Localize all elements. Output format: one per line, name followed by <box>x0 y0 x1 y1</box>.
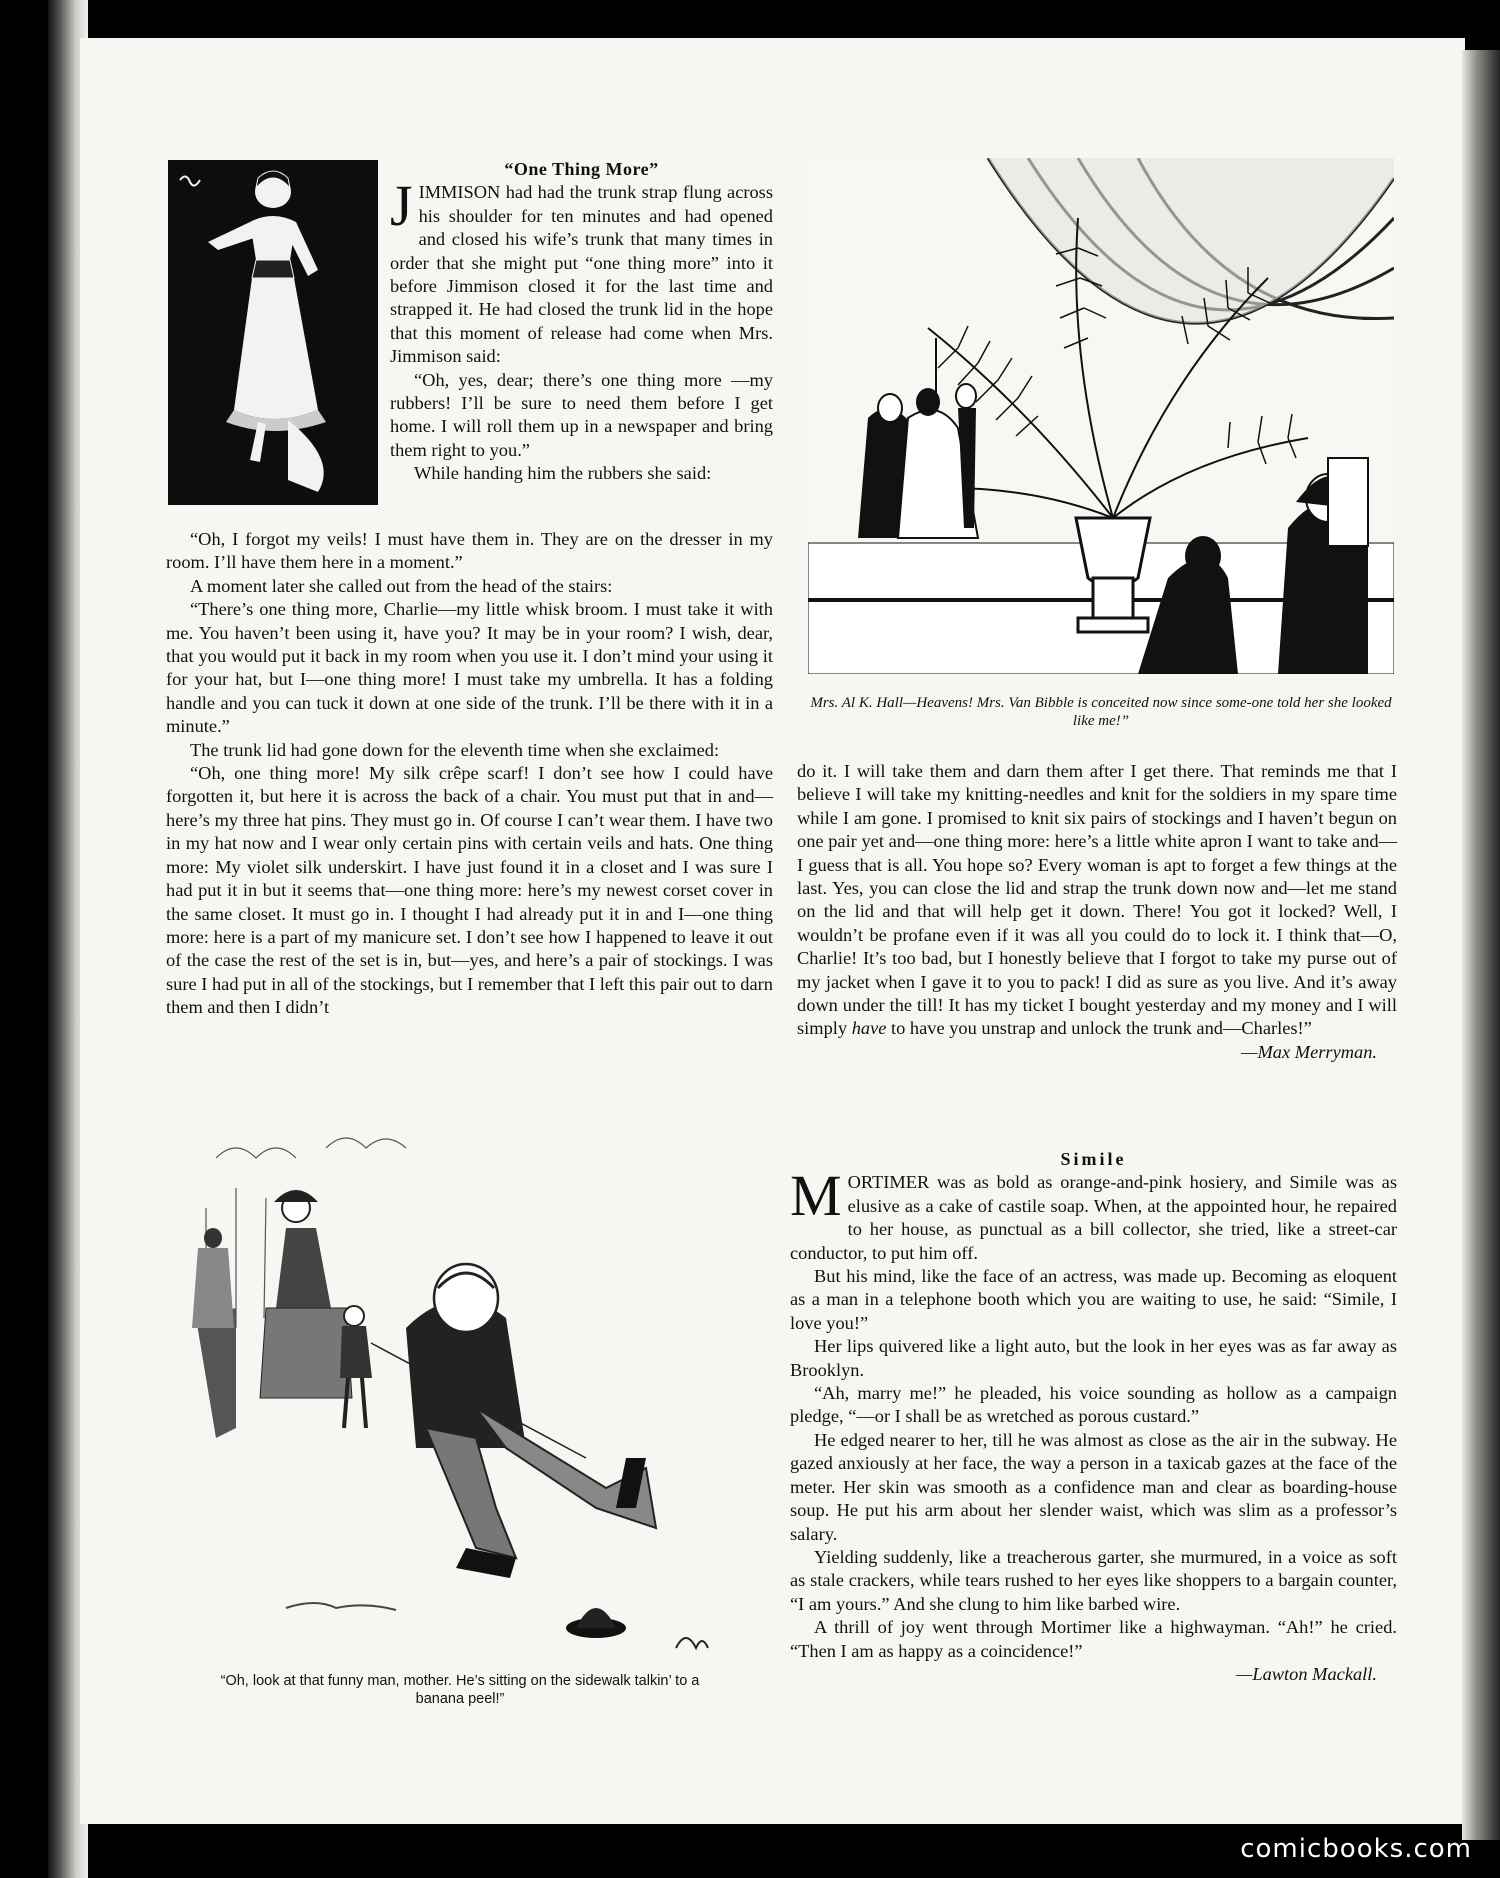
article2-paragraph: Yielding suddenly, like a treacherous garter, she murmured, in a voice as soft as stale crackers, while tears rushed to her eyes like shoppers to a bargain counter, “I am yours.” And she clung to him like barbed wire. <box>790 1546 1397 1614</box>
article1-paragraph: “Oh, I forgot my veils! I must have them in. They are on the dresser in my room. I’ll have them here in a moment.” <box>166 529 773 573</box>
parlor-cartoon-illustration <box>808 158 1394 674</box>
article2-paragraph: He edged nearer to her, till he was almost as close as the air in the subway. He gazed anxiously at her face, the way a person in a taxicab gazes at the face of the meter. Her skin was smooth as a confidence man and clear as boarding-house soup. He put his arm about her slender waist, which was slim as a professor’s salary. <box>790 1429 1397 1544</box>
article1-paragraph: While handing him the rubbers she said: <box>414 463 712 484</box>
article1-continuation: do it. I will take them and darn them after I get there. That reminds me that I believe I will take my knitting-needles and knit for the soldiers in my spare time while I am gone. I promised to knit six pairs of stockings and I haven’t begun on one pair yet and—one thing more: here’s a little white apron I want to take and—I guess that is all. You hope so? Every woman is apt to forget a few things at the last. Yes, you can close the lid and strap the trunk down now and—let me stand on the lid and that will help get it down. There! You got it locked? Well, I wouldn’t be profane even if it was all you could do to lock it. I think that—O, Charlie! It’s too bad, but I honestly believe that I forgot to take my purse out of my jacket when I gave it to you to pack! I did as sure as you live. And it’s away down under the till! It has my ticket I bought yesterday and my money and I will simply <box>797 761 1397 1039</box>
page-edge <box>1462 50 1500 1840</box>
parlor-cartoon-caption: Mrs. Al K. Hall—Heavens! Mrs. Van Bibble is conceited now since some-one told her she looked like me!” <box>810 695 1392 729</box>
article-one-thing-more-lead <box>390 158 773 486</box>
article2-paragraph: Her lips quivered like a light auto, but the look in her eyes was as far away as Brooklyn. <box>790 1336 1397 1380</box>
dropcap-m: M <box>790 1163 842 1229</box>
article-simile <box>790 1148 1397 1686</box>
article-one-thing-more-continued <box>797 760 1397 1064</box>
article1-paragraph: “Oh, one thing more! My silk crêpe scarf! I don’t see how I could have forgotten it, but here it is across the back of a chair. You must put that in and—here’s my three hat pins. They must go in. Of course I can’t wear them. I have two in my hat now and I wear only certain pins with certain veils and hats. One thing more: My violet silk underskirt. I have just found it in a closet and I was sure I had put it in but it seems that—one thing more: here’s my newest corset cover in the same closet. It must go in. I thought I had already put it in and I—one thing more: here is a part of my manicure set. I don’t see how I happened to leave it out of the case the rest of the set is in, but—yes, and here’s a pair of stockings. I was sure I had put in all of the stockings, but I remember that I left this pair out to darn them and then I didn’t <box>166 763 773 1018</box>
author-byline-max-merryman: —Max Merryman. <box>1241 1041 1377 1062</box>
article2-paragraph: A thrill of joy went through Mortimer like a highwayman. “Ah!” he cried. “Then I am as happy as a coincidence!” <box>790 1617 1397 1661</box>
woman-illustration <box>168 160 378 505</box>
article-title-one-thing-more: “One Thing More” <box>504 159 659 179</box>
article1-paragraph: The trunk lid had gone down for the eleventh time when she exclaimed: <box>190 739 720 760</box>
watermark-text: comicbooks.com <box>1240 1834 1472 1864</box>
article1-continuation-end: to have you unstrap and unlock the trunk and—Charles!” <box>891 1018 1312 1039</box>
dropcap-j: J <box>390 173 413 239</box>
sidewalk-cartoon-illustration <box>176 1128 746 1658</box>
article2-paragraph: “Ah, marry me!” he pleaded, his voice sounding as hollow as a campaign pledge, “—or I shall be as wretched as porous custard.” <box>790 1383 1397 1427</box>
article1-paragraph: “There’s one thing more, Charlie—my little whisk broom. I must take it with me. You haven’t been using it, have you? It may be in your room? I wish, dear, that you would put it back in my room when you use it. I don’t mind your using it for your hat, but I—one thing more! I must take my umbrella. It has a folding handle and you can tuck it down at one side of the trunk. I’ll be there with it in a minute.” <box>166 599 773 737</box>
article1-paragraph: “Oh, yes, dear; there’s one thing more —my rubbers! I’ll be sure to need them before I get home. I will roll them up in a newspaper and bring them right to you.” <box>390 369 773 460</box>
article-title-simile: Simile <box>1060 1149 1127 1169</box>
article2-lead: ORTIMER was as bold as orange-and-pink hosiery, and Simile was as elusive as a cake of castile soap. When, at the appointed hour, he repaired to her house, as punctual as a bill collector, she tried, like a street-car conductor, to put him off. <box>790 1172 1397 1263</box>
sidewalk-cartoon-caption: “Oh, look at that funny man, mother. He’s sitting on the sidewalk talkin’ to a banana peel!” <box>220 1673 700 1707</box>
article1-lead: IMMISON had had the trunk strap flung across his shoulder for ten minutes and had opened and closed his wife’s trunk that many times in order that she might put “one thing more” into it before Jimmison closed it for the last time and strapped it. He had closed the trunk lid in the hope that this moment of release had come when Mrs. Jimmison said: <box>390 182 773 367</box>
article1-paragraph: A moment later she called out from the head of the stairs: <box>190 575 613 596</box>
article-one-thing-more-body <box>166 528 773 1020</box>
article1-emphasis: have <box>851 1018 887 1039</box>
author-byline-lawton-mackall: —Lawton Mackall. <box>1236 1663 1377 1684</box>
article2-paragraph: But his mind, like the face of an actress, was made up. Becoming as eloquent as a man in a telephone booth which you are waiting to use, he said: “Simile, I love you!” <box>790 1266 1397 1333</box>
